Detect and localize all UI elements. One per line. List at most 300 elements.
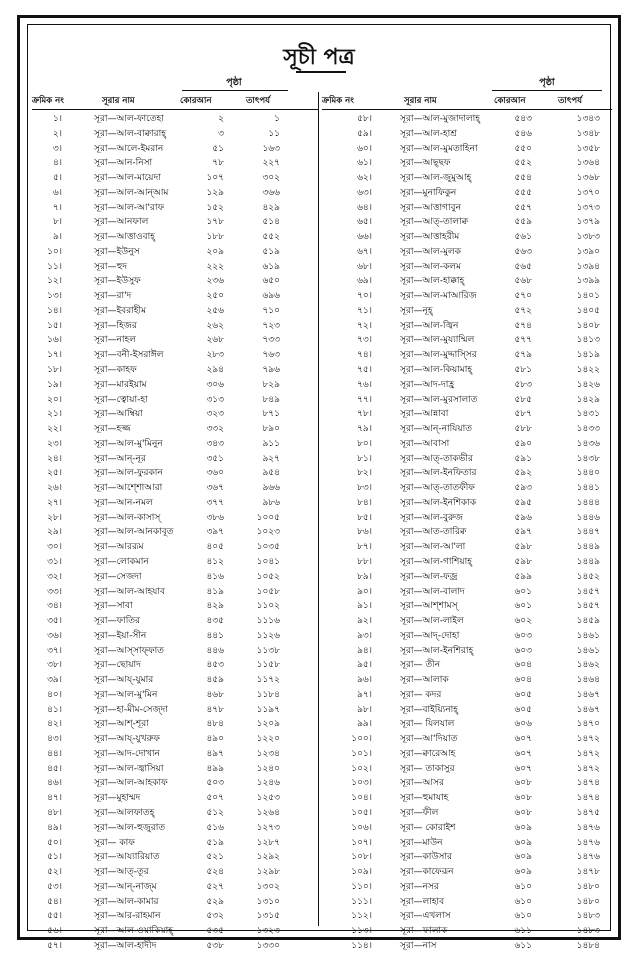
quran-page: ৫৯১ — [514, 453, 532, 464]
surah-name: সূরা— তাকাসুর — [400, 763, 455, 774]
quran-page: ৫৭০ — [514, 291, 532, 302]
tafsir-page: ১৩৩০ — [256, 940, 280, 951]
serial-number: ৭৬। — [357, 379, 372, 390]
table-row — [322, 304, 606, 319]
surah-name: সূরা—আন-নমল — [94, 497, 153, 508]
quran-page: ৪৭৮ — [206, 704, 224, 715]
tafsir-page: ১৪৭২ — [576, 734, 600, 745]
tafsir-page: ১৩০২ — [256, 881, 280, 892]
quran-page: ২৫০ — [206, 291, 224, 302]
serial-number: ১০৫। — [351, 807, 372, 818]
surah-name: সূরা—আল-ইনফিতার — [400, 468, 477, 479]
tafsir-page: ৫১৪ — [262, 217, 280, 228]
surah-name: সূরা—আল-জ্বিন — [400, 320, 459, 331]
quran-page: ৫৫৪ — [514, 173, 532, 184]
tafsir-page: ১১৭২ — [256, 675, 280, 686]
serial-number: ৮৮। — [357, 556, 372, 567]
tafsir-page: ১৩৬৪ — [576, 158, 600, 169]
tafsir-page: ১১৫৮ — [256, 660, 280, 671]
serial-number: ২৫। — [47, 468, 62, 479]
serial-number: ৭। — [52, 202, 62, 213]
surah-name: সূরা—আ'দিয়াত — [400, 734, 458, 745]
column-divider — [318, 92, 319, 926]
table-row — [32, 924, 316, 939]
serial-number: ২৪। — [47, 453, 62, 464]
serial-number: ১০৮। — [351, 852, 372, 863]
table-row — [322, 245, 606, 260]
quran-page: ৩৯৭ — [206, 527, 224, 538]
surah-name: সূরা—আত্-তূর — [94, 867, 149, 878]
quran-page: ১২৯ — [206, 187, 224, 198]
table-row — [322, 481, 606, 496]
serial-number: ৮৫। — [357, 512, 372, 523]
serial-number: ১০৯। — [351, 867, 372, 878]
tafsir-page: ৫৫২ — [262, 232, 280, 243]
table-row — [322, 688, 606, 703]
table-row — [32, 865, 316, 880]
serial-number: ৯৬। — [357, 675, 372, 686]
serial-number: ৮৭। — [357, 542, 372, 553]
surah-name: সূরা—আসর — [400, 778, 444, 789]
serial-number: ৪৩। — [47, 734, 62, 745]
tafsir-page: ১৪৭৮ — [576, 867, 600, 878]
quran-page: ৪৯৯ — [206, 763, 224, 774]
table-row — [32, 378, 316, 393]
surah-name: সূরা—ইউনুস — [94, 246, 140, 257]
table-row — [32, 909, 316, 924]
quran-page: ৭৮ — [212, 158, 224, 169]
tafsir-page: ১৪৬৪ — [576, 675, 600, 686]
serial-number: ৬৫। — [357, 217, 372, 228]
quran-page: ৬০৫ — [514, 689, 532, 700]
serial-number: ৩। — [52, 143, 62, 154]
tafsir-page: ১৪৭৬ — [576, 837, 600, 848]
serial-number: ৫২। — [47, 867, 62, 878]
quran-page: ৬১০ — [514, 896, 532, 907]
quran-page: ৫৮৭ — [514, 409, 532, 420]
tafsir-page: ১৪৬৭ — [576, 689, 600, 700]
serial-number: ৯৮। — [357, 704, 372, 715]
tafsir-page: ১৩১৫ — [256, 911, 280, 922]
serial-number: ৭৪। — [357, 350, 372, 361]
tafsir-page: ১৪৮০ — [576, 896, 600, 907]
quran-page: ১৭৮ — [206, 217, 224, 228]
serial-number: ১১৪। — [351, 940, 372, 951]
surah-name: সূরা—লোকমান — [94, 556, 149, 567]
surah-name: সূরা—আয্-যুমার — [94, 675, 154, 686]
table-row — [322, 776, 606, 791]
table-row — [322, 378, 606, 393]
surah-name: সূরা—আল-মুরসালাত — [400, 394, 478, 405]
quran-page: ৬০৯ — [514, 837, 532, 848]
table-row — [322, 570, 606, 585]
quran-page: ৬০৮ — [514, 778, 532, 789]
table-row — [32, 525, 316, 540]
table-row — [322, 215, 606, 230]
table-row — [32, 422, 316, 437]
serial-number: ১০৬। — [351, 822, 372, 833]
tafsir-page: ১৪৮৩ — [576, 926, 600, 937]
tafsir-page: ১১১৬ — [256, 616, 280, 627]
quran-page: ৫৩৮ — [206, 940, 224, 951]
surah-name: সূরা—আল-আ'লা — [400, 542, 466, 553]
surah-name: সূরা—আল-মায়েদা — [94, 173, 161, 184]
surah-name: সূরা—আল-আনকাবূত — [94, 527, 174, 538]
tafsir-page: ১৪৬১ — [576, 630, 600, 641]
surah-name: সূরা—আল-জ্বাসিয়া — [94, 763, 164, 774]
serial-number: ৮২। — [357, 468, 372, 479]
surah-name: সূরা—মুনাফিকুন — [400, 187, 457, 198]
tafsir-page: ১২৯২ — [256, 852, 280, 863]
table-row — [32, 393, 316, 408]
table-row — [322, 112, 606, 127]
table-row — [32, 274, 316, 289]
surah-name: সূরা—আম্বিয়া — [94, 409, 143, 420]
tafsir-page: ১১৩৮ — [256, 645, 280, 656]
table-row — [32, 585, 316, 600]
surah-name: সূরা—আল-মাআরিজ — [400, 291, 477, 302]
quran-page: ৬০১ — [514, 586, 532, 597]
surah-name: সূরা—আত্-তাতফীফ — [400, 483, 475, 494]
tafsir-page: ৭৯৬ — [262, 365, 280, 376]
quran-page: ২৩৬ — [206, 276, 224, 287]
table-row — [32, 555, 316, 570]
tafsir-page: ১৪৩৮ — [576, 453, 600, 464]
quran-page: ৩৩২ — [206, 424, 224, 435]
quran-page: ৬০৭ — [514, 748, 532, 759]
table-row — [32, 496, 316, 511]
surah-name: সূরা— তীন — [400, 660, 441, 671]
surah-name: সূরা—আল-কলম — [400, 261, 461, 272]
tafsir-page: ১২৬৪ — [256, 807, 280, 818]
quran-page: ৫২৯ — [206, 896, 224, 907]
name-header-left: সূরার নাম — [102, 96, 135, 106]
tafsir-page: ১৩৭৯ — [576, 217, 600, 228]
serial-number: ১০। — [47, 246, 62, 257]
surah-name: সূরা—মারইয়াম — [94, 379, 147, 390]
tafsir-page: ১০৫২ — [256, 571, 280, 582]
tafsir-page: ১৪৭৪ — [576, 793, 600, 804]
table-row — [32, 481, 316, 496]
serial-number: ৯২। — [357, 616, 372, 627]
table-row — [32, 688, 316, 703]
quran-page: ৫৮১ — [514, 365, 532, 376]
tafsir-page: ১৪৪৭ — [576, 527, 600, 538]
surah-name: সূরা—আত্তাহরীম — [400, 232, 460, 243]
tafsir-page: ৯৬৬ — [262, 483, 280, 494]
tafsir-page: ৮৯০ — [262, 424, 280, 435]
tafsir-page: ১২৪০ — [256, 763, 280, 774]
surah-name: সূরা— যিলযাল — [400, 719, 455, 730]
surah-name: সূরা—আদ্-দোহা — [400, 630, 460, 641]
tafsir-page: ৬১৯ — [262, 261, 280, 272]
table-row — [322, 540, 606, 555]
quran-page: ৬০৪ — [514, 675, 532, 686]
tafsir-page: ১১ — [268, 128, 280, 139]
table-row — [322, 496, 606, 511]
serial-number: ১১০। — [351, 881, 372, 892]
surah-name: সূরা—আল-হাদীদ — [94, 940, 157, 951]
tafsir-page: ১৪৫৭ — [576, 601, 600, 612]
serial-number: ৫৫। — [47, 911, 62, 922]
table-row — [32, 112, 316, 127]
tafsir-page: ১৪১৩ — [576, 335, 600, 346]
surah-name: সূরা—কাহফ — [94, 365, 137, 376]
surah-name: সূরা—ফীল — [400, 807, 439, 818]
tafsir-page: ১৪৪০ — [576, 468, 600, 479]
tafsir-page: ৮৭১ — [262, 409, 280, 420]
table-row — [322, 348, 606, 363]
table-row — [322, 333, 606, 348]
surah-name: সূরা—আল-বুরুজ — [400, 512, 463, 523]
table-row — [32, 437, 316, 452]
table-row — [322, 437, 606, 452]
table-row — [32, 821, 316, 836]
serial-number: ৯৭। — [357, 689, 372, 700]
tafsir-page: ৭২৩ — [262, 320, 280, 331]
serial-number: ৫৭। — [47, 940, 62, 951]
surah-name: সূরা—আল-ইনশিরাহ্ — [400, 645, 474, 656]
surah-name: সূরা—ছোয়াদ — [94, 660, 141, 671]
tafsir-page: ১২৫৩ — [256, 793, 280, 804]
quran-page: ২৯৪ — [206, 365, 224, 376]
quran-page: ৫৭৪ — [514, 320, 532, 331]
quran-page: ৫৯৭ — [514, 527, 532, 538]
table-row — [32, 171, 316, 186]
quran-page: ৬০৪ — [514, 660, 532, 671]
table-row — [322, 865, 606, 880]
serial-number: ৫। — [52, 173, 62, 184]
tafsir-page: ৬৯৬ — [262, 291, 280, 302]
table-row — [32, 466, 316, 481]
tafsir-page: ১৩৭০ — [576, 187, 600, 198]
tafsir-header-left: তাৎপর্য — [246, 96, 271, 106]
surah-name: সূরা—আনফাল — [94, 217, 149, 228]
quran-page: ৬০৯ — [514, 852, 532, 863]
serial-number: ৭৫। — [357, 365, 372, 376]
serial-number: ৬৯। — [357, 276, 372, 287]
page-group-rule-left — [182, 90, 288, 91]
table-row — [32, 260, 316, 275]
serial-number: ১৩। — [47, 291, 62, 302]
tafsir-page: ১৪২২ — [576, 365, 600, 376]
table-row — [322, 880, 606, 895]
page-title: সূচী পত্র — [283, 44, 355, 70]
tafsir-page: ৮৪৯ — [262, 394, 280, 405]
quran-page: ৫৫৫ — [514, 187, 532, 198]
tafsir-page: ১৪৭৬ — [576, 852, 600, 863]
quran-page: ৪১৯ — [206, 586, 224, 597]
page-group-header-right: পৃষ্ঠা — [539, 77, 555, 88]
serial-number: ৪৫। — [47, 763, 62, 774]
quran-page: ৫০৭ — [206, 793, 224, 804]
surah-name: সূরা—আশ্-শূরা — [94, 719, 149, 730]
tafsir-page: ১৪৮০ — [576, 881, 600, 892]
serial-number: ৯৪। — [357, 645, 372, 656]
table-row — [32, 142, 316, 157]
quran-page: ৫৪৩ — [514, 114, 532, 124]
serial-number: ২২। — [47, 424, 62, 435]
tafsir-page: ১৪৭২ — [576, 763, 600, 774]
serial-number: ৭৭। — [357, 394, 372, 405]
tafsir-page: ১৪৬৭ — [576, 704, 600, 715]
quran-page: ৫৬৮ — [514, 276, 532, 287]
tafsir-page: ৭৩৩ — [262, 335, 280, 346]
tafsir-page: ৯২৭ — [262, 453, 280, 464]
table-row — [322, 511, 606, 526]
serial-number: ২৭। — [47, 497, 62, 508]
serial-number: ৮৩। — [357, 483, 372, 494]
surah-name: সূরা—আত-তারিক্ব — [400, 527, 467, 538]
tafsir-page: ৯৮৬ — [262, 497, 280, 508]
tafsir-page: ১১৯৭ — [256, 704, 280, 715]
surah-name: সূরা—আন্-নাজ্ম — [94, 881, 157, 892]
serial-number: ৩৪। — [47, 601, 62, 612]
surah-name: সূরা—ক্বারেআহ — [400, 748, 456, 759]
serial-number: ৫৮। — [357, 114, 372, 124]
surah-name: সূরা—হুমাযাহ — [400, 793, 449, 804]
surah-name: সূরা—এখলাস — [400, 911, 451, 922]
surah-name: সূরা—ইয়া-সীন — [94, 630, 147, 641]
tafsir-page: ১৪৭৪ — [576, 778, 600, 789]
tafsir-page: ১১৮৪ — [256, 689, 280, 700]
quran-page: ৫৫৯ — [514, 217, 532, 228]
table-row — [32, 511, 316, 526]
table-row — [322, 673, 606, 688]
serial-number: ৩৭। — [47, 645, 62, 656]
tafsir-page: ৯৫৪ — [262, 468, 280, 479]
surah-name: সূরা—আররূম — [94, 542, 144, 553]
surah-name: সূরা—আল-জুমুআহ্ — [400, 173, 472, 184]
serial-number: ৯। — [52, 232, 62, 243]
surah-name: সূরা—আল-হাশ্র — [400, 128, 457, 139]
tafsir-page: ১০৩৫ — [256, 542, 280, 553]
table-row — [32, 658, 316, 673]
quran-page: ৩১৩ — [206, 394, 224, 405]
surah-name: সূরা—ফাতির — [94, 616, 140, 627]
serial-number: ৩৮। — [47, 660, 62, 671]
tafsir-page: ৪২৯ — [262, 202, 280, 213]
quran-page: ৬০৬ — [514, 719, 532, 730]
tafsir-page: ১০৫৮ — [256, 586, 280, 597]
serial-number: ১১১। — [351, 896, 372, 907]
surah-name: সূরা—আল-কিয়ামাহ্ — [400, 365, 473, 376]
surah-list-left — [32, 112, 316, 954]
table-row — [322, 452, 606, 467]
tafsir-page: ১৪৬১ — [576, 645, 600, 656]
table-row — [32, 201, 316, 216]
surah-name: সূরা—আল-মুমতাহিনা — [400, 143, 478, 154]
tafsir-page: ১৪০৮ — [576, 320, 600, 331]
table-row — [322, 289, 606, 304]
serial-number: ৮৯। — [357, 571, 372, 582]
surah-name: সূরা—আল-গাশিয়াহ্ — [400, 556, 473, 567]
serial-number: ২০। — [47, 394, 62, 405]
title-underline — [296, 71, 346, 73]
tafsir-header-right: তাৎপর্য — [558, 96, 583, 106]
surah-name: সূরা—আল-ফুরকান — [94, 468, 163, 479]
table-row — [32, 717, 316, 732]
tafsir-page: ১৪৭০ — [576, 719, 600, 730]
surah-name: সূরা—আলে-ইমরান — [94, 143, 164, 154]
quran-page: ৪১৬ — [206, 571, 224, 582]
serial-number: ১৮। — [47, 365, 62, 376]
tafsir-page: ১৩৯০ — [576, 246, 600, 257]
quran-page: ৩ — [218, 128, 224, 139]
quran-page: ৬০৫ — [514, 704, 532, 715]
table-row — [32, 215, 316, 230]
table-row — [32, 289, 316, 304]
table-row — [322, 732, 606, 747]
serial-number: ৪৯। — [47, 822, 62, 833]
quran-page: ২৮৩ — [206, 350, 224, 361]
table-row — [32, 939, 316, 954]
quran-page: ৫৯২ — [514, 468, 532, 479]
tafsir-page: ১২০৯ — [256, 719, 280, 730]
surah-name: সূরা—আল-মু'মিনুন — [94, 438, 163, 449]
quran-page: ৪০৫ — [206, 542, 224, 553]
serial-number: ৮৪। — [357, 497, 372, 508]
surah-name: সূরা—নসর — [400, 881, 439, 892]
tafsir-page: ১৩৫৮ — [576, 143, 600, 154]
tafsir-page: ১৪১৯ — [576, 350, 600, 361]
tafsir-page: ১৪০৫ — [576, 305, 600, 316]
surah-name: সূরা—আবাসা — [400, 438, 450, 449]
quran-page: ৫৮৮ — [514, 424, 532, 435]
table-row — [32, 747, 316, 762]
quran-page: ৫১২ — [206, 807, 224, 818]
quran-page: ৬০৯ — [514, 822, 532, 833]
table-row — [322, 703, 606, 718]
header-rule-right — [322, 109, 612, 110]
serial-number: ১৯। — [47, 379, 62, 390]
table-row — [32, 836, 316, 851]
table-row — [322, 525, 606, 540]
quran-page: ৬০৮ — [514, 807, 532, 818]
tafsir-page: ১৪৫২ — [576, 571, 600, 582]
table-row — [322, 585, 606, 600]
tafsir-page: ১২৮৭ — [256, 837, 280, 848]
quran-page: ৬০৯ — [514, 867, 532, 878]
serial-number: ১০৭। — [351, 837, 372, 848]
quran-page: ৩৬৭ — [206, 483, 224, 494]
surah-name: সূরা—হা-মীম-সেজ্দা — [94, 704, 168, 715]
tafsir-page: ১৪৪৯ — [576, 556, 600, 567]
table-row — [32, 348, 316, 363]
tafsir-page: ১৩৮৩ — [576, 232, 600, 243]
quran-page: ৪৩৫ — [206, 616, 224, 627]
serial-header-left: ক্রমিক নং — [32, 96, 64, 106]
quran-header-right: কোরআন — [494, 96, 526, 106]
surah-name: সূরা—মুহাম্মদ — [94, 793, 141, 804]
quran-page: ৪২৯ — [206, 601, 224, 612]
serial-number: ৩৫। — [47, 616, 62, 627]
serial-number: ৭৩। — [357, 335, 372, 346]
tafsir-page: ১১০২ — [256, 601, 280, 612]
serial-number: ৪১। — [47, 704, 62, 715]
quran-page: ২৬৮ — [206, 335, 224, 346]
surah-name: সূরা—বাইয়্যিনাহ্ — [400, 704, 459, 715]
serial-number: ১৭। — [47, 350, 62, 361]
quran-page: ৬০২ — [514, 616, 532, 627]
table-row — [322, 747, 606, 762]
surah-name: সূরা—আল-ফজ্র — [400, 571, 458, 582]
name-header-right: সূরার নাম — [404, 96, 437, 106]
surah-name: সূরা—আল-ওয়াকিয়াহ্ — [94, 926, 174, 937]
quran-page: ৫৭৯ — [514, 350, 532, 361]
tafsir-page: ১৪৬২ — [576, 660, 600, 671]
table-row — [32, 570, 316, 585]
